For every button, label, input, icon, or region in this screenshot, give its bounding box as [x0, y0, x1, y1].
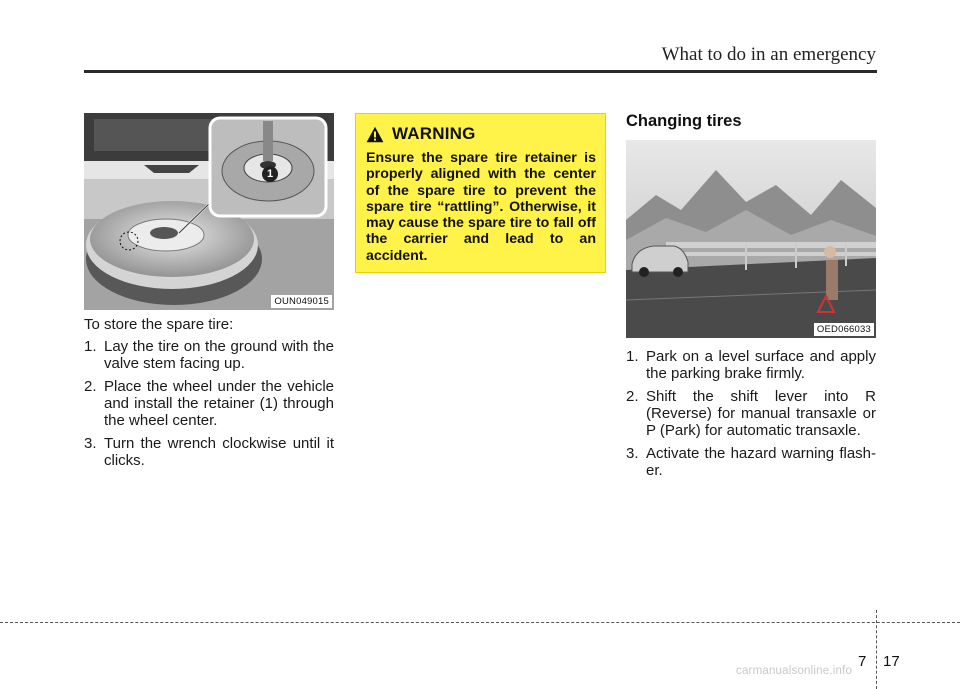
- left-column: [84, 113, 334, 475]
- roadside-illustration: [626, 140, 876, 338]
- watermark: carmanualsonline.info: [736, 665, 853, 677]
- warning-text: Ensure the spare tire retainer is properly aligned with the center of the spare tire to prevent the spare tire “rattling”. Otherwise, it may cause the spare tire to fall off the carrier and lead to an accident.: [366, 150, 596, 264]
- warning-triangle-icon: [366, 126, 384, 143]
- section-title: Changing tires: [626, 112, 742, 130]
- right-column: [626, 113, 876, 485]
- footer-rule: [0, 622, 960, 623]
- spare-tire-drawing: [84, 113, 334, 310]
- page-header-title: What to do in an emergency: [661, 44, 876, 65]
- warning-title: WARNING: [392, 124, 476, 143]
- figure-code: OED066033: [814, 323, 874, 336]
- changing-tires-steps: [626, 348, 876, 479]
- footer-divider: [876, 610, 877, 689]
- page-number: 17: [883, 653, 900, 670]
- store-spare-steps: [84, 338, 334, 469]
- middle-column: [355, 113, 606, 273]
- step-item: 3. Activate the hazard warning flash-er.: [626, 445, 876, 479]
- callout-number-badge: 1: [262, 166, 278, 182]
- intro-text: To store the spare tire:: [84, 316, 234, 333]
- step-item: 2. Shift the shift lever into R (Reverse) for manual transaxle or P (Park) for automatic transaxle.: [626, 388, 876, 439]
- step-item: 2. Place the wheel under the vehicle and install the retainer (1) through the wheel center.: [84, 378, 334, 429]
- roadside-drawing: [626, 140, 876, 338]
- warning-box: [355, 113, 606, 273]
- header-rule: [84, 70, 877, 73]
- step-item: 1. Lay the tire on the ground with the valve stem facing up.: [84, 338, 334, 372]
- figure-code: OUN049015: [271, 295, 332, 308]
- chapter-number: 7: [858, 653, 867, 670]
- step-item: 3. Turn the wrench clockwise until it clicks.: [84, 435, 334, 469]
- spare-tire-illustration: [84, 113, 334, 310]
- step-item: 1. Park on a level surface and apply the parking brake firmly.: [626, 348, 876, 382]
